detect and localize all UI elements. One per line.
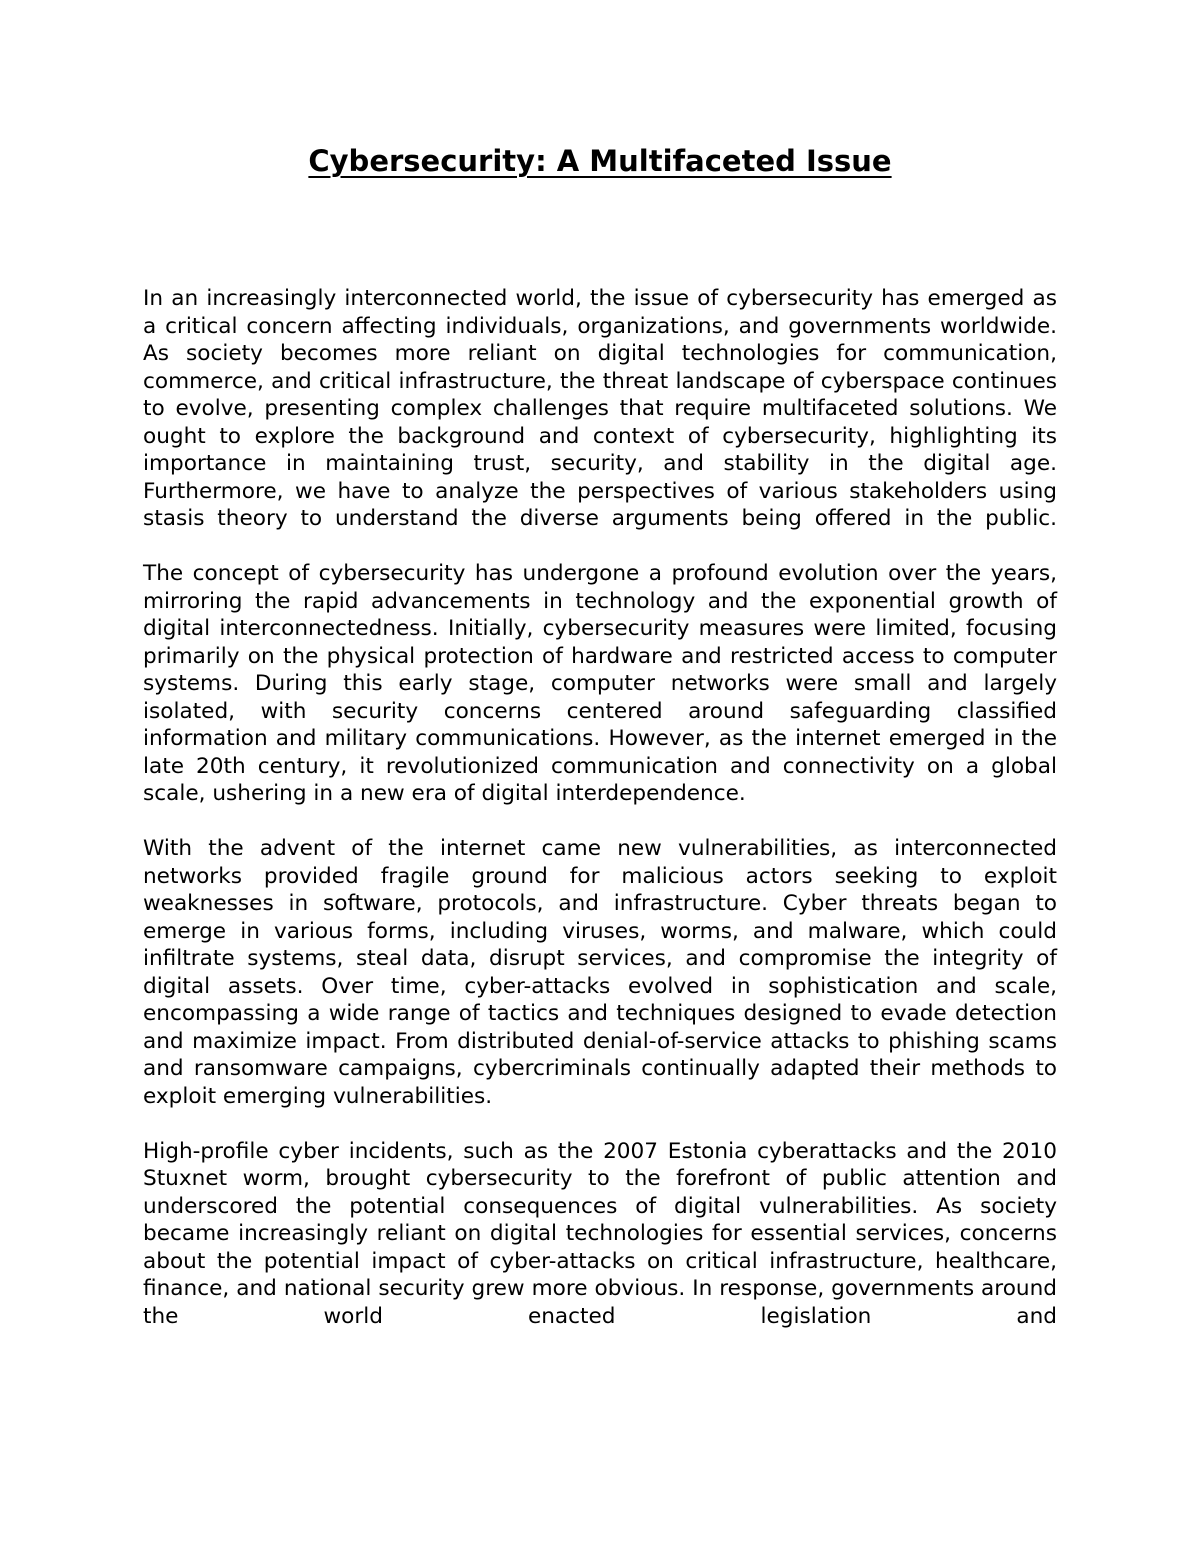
paragraph-introduction: In an increasingly interconnected world, the issue of cybersecurity has emerged as a critical concern affecting individuals, organizations, and governments worldwide. As society becomes more reliant on digital technologies for communication, commerce, and critical infrastructure, the threat landscape of cyberspace continues to evolve, presenting complex challenges that require multifaceted solutions. We ought to explore the background and context of cybersecurity, highlighting its importance in maintaining trust, security, and stability in the digital age. Furthermore, we have to analyze the perspectives of various stakeholders using stasis theory to understand the diverse arguments being offered in the public. — [143, 286, 1057, 531]
paragraph-evolution: The concept of cybersecurity has undergone a profound evolution over the years, mirroring the rapid advancements in technology and the exponential growth of digital interconnectedness. Initially, cybersecurity measures were limited, focusing primarily on the physical protection of hardware and restricted access to computer systems. During this early stage, computer networks were small and largely isolated, with security concerns centered around safeguarding classified information and military communications. However, as the internet emerged in the late 20th century, it revolutionized communication and connectivity on a global scale, ushering in a new era of digital interdependence. — [143, 561, 1057, 806]
document-body — [143, 285, 1057, 1358]
document-title: Cybersecurity: A Multifaceted Issue — [308, 144, 892, 178]
paragraph-vulnerabilities: With the advent of the internet came new vulnerabilities, as interconnected networks provided fragile ground for malicious actors seeking to exploit weaknesses in software, protocols, and infrastructure. Cyber threats began to emerge in various forms, including viruses, worms, and malware, which could infiltrate systems, steal data, disrupt services, and compromise the integrity of digital assets. Over time, cyber-attacks evolved in sophistication and scale, encompassing a wide range of tactics and techniques designed to evade detection and maximize impact. From distributed denial-of-service attacks to phishing scams and ransomware campaigns, cybercriminals continually adapted their methods to exploit emerging vulnerabilities. — [143, 836, 1057, 1109]
paragraph-high-profile-incidents: High-profile cyber incidents, such as the 2007 Estonia cyberattacks and the 2010 Stuxnet worm, brought cybersecurity to the forefront of public attention and underscored the potential consequences of digital vulnerabilities. As society became increasingly reliant on digital technologies for essential services, concerns about the potential impact of cyber-attacks on critical infrastructure, healthcare, finance, and national security grew more obvious. In response, governments around the world enacted legislation and — [143, 1138, 1057, 1329]
